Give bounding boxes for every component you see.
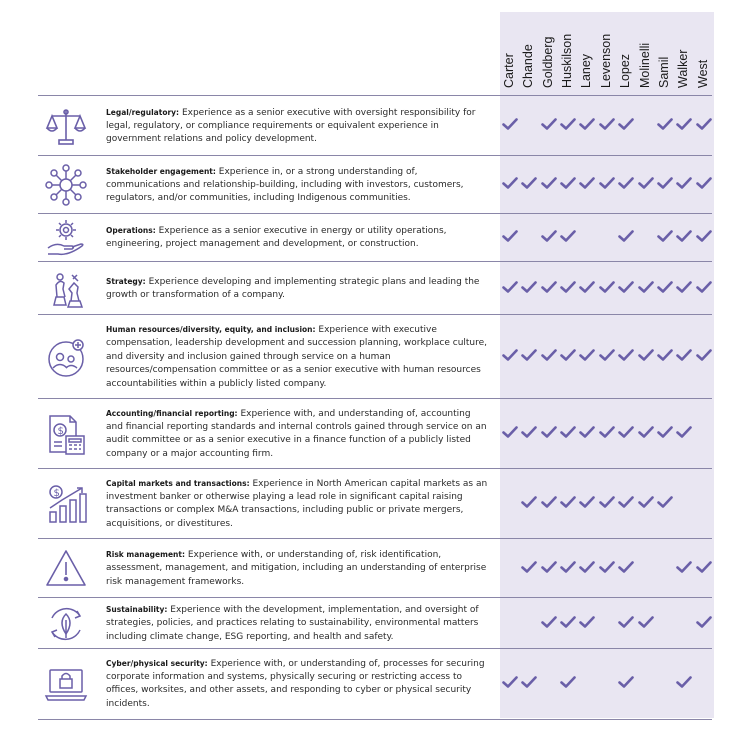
check-mark	[597, 177, 617, 191]
skill-row	[38, 213, 712, 262]
director-name: Chande	[521, 44, 535, 88]
check-mark	[616, 349, 636, 363]
check-mark	[577, 426, 597, 440]
check-mark	[616, 177, 636, 191]
check-mark	[597, 496, 617, 510]
check-mark	[674, 177, 694, 191]
check-mark	[674, 561, 694, 575]
calculator-icon	[44, 412, 92, 456]
skill-text: Experience in North American capital markets as an investment banker or otherwise playing a lead role in significant capital raising transactions or complex M&A transactions, including public or private mergers, acquisitions, or divestitures.	[106, 478, 488, 529]
bar-chart-icon	[44, 482, 92, 526]
check-mark	[674, 281, 694, 295]
check-mark	[597, 561, 617, 575]
check-mark	[558, 426, 578, 440]
check-mark	[577, 281, 597, 295]
check-mark	[519, 281, 539, 295]
skill-description	[106, 106, 488, 147]
skill-title: Cyber/physical security:	[106, 658, 208, 668]
check-mark	[674, 676, 694, 690]
skill-text: Experience with, and understanding of, accounting and financial reporting standards and internal controls gained through service on an audit committee or as a senior executive in a finance function of a publicly listed company or a major accounting firm.	[106, 408, 487, 459]
skill-text: Experience in, or a strong understanding of, communications and relationship-building, including with investors, customers, regulators, and/or communities, including Indigenous communities.	[106, 166, 464, 204]
check-mark	[539, 349, 559, 363]
check-mark	[519, 561, 539, 575]
director-name: Samil	[657, 56, 671, 88]
check-mark	[558, 496, 578, 510]
skill-text: Experience developing and implementing strategic plans and leading the growth or transformation of a company.	[106, 276, 480, 300]
director-name: Laney	[579, 53, 593, 88]
check-mark	[616, 230, 636, 244]
check-mark	[597, 281, 617, 295]
check-mark	[500, 349, 520, 363]
director-header	[558, 12, 578, 92]
check-mark	[539, 118, 559, 132]
director-header	[694, 12, 714, 92]
check-mark	[694, 616, 714, 630]
check-mark	[558, 616, 578, 630]
check-mark	[616, 118, 636, 132]
check-mark	[519, 349, 539, 363]
check-mark	[636, 177, 656, 191]
laptop-lock-icon	[44, 662, 92, 706]
check-mark	[577, 118, 597, 132]
check-mark	[616, 496, 636, 510]
check-mark	[636, 496, 656, 510]
skill-text: Experience with the development, implementation, and oversight of strategies, policies, and practices relating to sustainability, environmental matters including climate change, ESG reporting, and health and safety.	[106, 605, 479, 642]
check-mark	[655, 281, 675, 295]
check-mark	[519, 426, 539, 440]
director-name: Lopez	[618, 53, 632, 88]
warning-icon	[44, 547, 92, 591]
check-mark	[558, 118, 578, 132]
check-mark	[539, 177, 559, 191]
check-mark	[558, 230, 578, 244]
check-mark	[694, 281, 714, 295]
check-mark	[558, 676, 578, 690]
check-mark	[539, 281, 559, 295]
people-icon	[44, 335, 92, 379]
director-header	[674, 12, 694, 92]
check-mark	[577, 177, 597, 191]
check-mark	[636, 426, 656, 440]
skill-title: Legal/regulatory:	[106, 107, 180, 117]
skill-row	[38, 597, 712, 649]
skill-text: Experience as a senior executive in energy or utility operations, engineering, project management and development, or construction.	[106, 226, 447, 250]
check-mark	[500, 118, 520, 132]
check-mark	[577, 561, 597, 575]
skill-text: Experience with executive compensation, leadership development and succession planning, workplace culture, and diversity and inclusion gained through service on a human resources/compensation committee or as a senior executive with human resources accountabilities within a publicly listed company.	[106, 325, 488, 389]
director-header	[539, 12, 559, 92]
skill-text: Experience with, or understanding of, risk identification, assessment, management, and mitigation, including an understanding of enterprise risk management frameworks.	[106, 550, 487, 587]
director-header	[577, 12, 597, 92]
check-mark	[694, 177, 714, 191]
svg-text:$: $	[53, 488, 60, 499]
check-mark	[577, 349, 597, 363]
check-mark	[674, 349, 694, 363]
check-mark	[577, 496, 597, 510]
skill-description	[106, 165, 488, 206]
director-header	[597, 12, 617, 92]
check-mark	[655, 426, 675, 440]
skill-title: Accounting/financial reporting:	[106, 408, 238, 418]
check-mark	[694, 118, 714, 132]
skill-description	[106, 603, 488, 644]
check-mark	[616, 426, 636, 440]
check-mark	[694, 230, 714, 244]
director-header	[616, 12, 636, 92]
check-mark	[558, 281, 578, 295]
skill-description	[106, 657, 488, 712]
check-mark	[674, 426, 694, 440]
check-mark	[597, 426, 617, 440]
skill-description	[106, 548, 488, 589]
check-mark	[655, 118, 675, 132]
skill-title: Capital markets and transactions:	[106, 478, 250, 488]
check-mark	[674, 230, 694, 244]
gear-hand-icon	[44, 216, 92, 260]
check-mark	[616, 616, 636, 630]
check-mark	[519, 496, 539, 510]
check-mark	[577, 616, 597, 630]
director-name: Walker	[676, 49, 690, 88]
check-mark	[539, 496, 559, 510]
check-mark	[616, 281, 636, 295]
check-mark	[539, 616, 559, 630]
skill-title: Stakeholder engagement:	[106, 166, 216, 176]
check-mark	[500, 177, 520, 191]
check-mark	[500, 281, 520, 295]
check-mark	[500, 426, 520, 440]
director-name: Molinelli	[638, 42, 652, 88]
director-name: Carter	[502, 53, 516, 88]
check-mark	[674, 118, 694, 132]
check-mark	[655, 496, 675, 510]
director-name: West	[696, 59, 710, 88]
leaf-cycle-icon	[44, 602, 92, 646]
skill-description	[106, 407, 488, 462]
check-mark	[597, 349, 617, 363]
check-mark	[539, 230, 559, 244]
check-mark	[616, 676, 636, 690]
skill-description	[106, 224, 488, 252]
director-name: Levenson	[599, 33, 613, 88]
chess-icon	[44, 267, 92, 311]
director-header	[636, 12, 656, 92]
skill-text: Experience with, or understanding of, processes for securing corporate information and systems, physically securing or restricting access to offices, worksites, and other assets, and responding to cyber or physical security incidents.	[106, 658, 485, 709]
check-mark	[694, 349, 714, 363]
check-mark	[694, 561, 714, 575]
director-header	[655, 12, 675, 92]
scales-icon	[44, 104, 92, 148]
check-mark	[655, 230, 675, 244]
skill-title: Human resources/diversity, equity, and inclusion:	[106, 325, 316, 334]
check-mark	[636, 616, 656, 630]
check-mark	[636, 281, 656, 295]
check-mark	[500, 676, 520, 690]
check-mark	[655, 349, 675, 363]
check-mark	[519, 177, 539, 191]
skill-title: Sustainability:	[106, 605, 168, 614]
skill-description	[106, 477, 488, 532]
check-mark	[655, 177, 675, 191]
director-header	[519, 12, 539, 92]
director-header	[500, 12, 520, 92]
check-mark	[519, 676, 539, 690]
check-mark	[558, 349, 578, 363]
director-name: Goldberg	[541, 36, 555, 88]
check-mark	[500, 230, 520, 244]
director-name: Huskilson	[560, 33, 574, 88]
skill-title: Strategy:	[106, 276, 146, 286]
check-mark	[597, 118, 617, 132]
skill-title: Operations:	[106, 226, 156, 235]
check-mark	[558, 177, 578, 191]
skill-title: Risk management:	[106, 550, 185, 559]
skill-description	[106, 275, 488, 303]
check-mark	[539, 561, 559, 575]
skill-description	[106, 323, 488, 391]
check-mark	[616, 561, 636, 575]
skill-row	[38, 648, 712, 720]
check-mark	[539, 426, 559, 440]
svg-text:$: $	[57, 426, 64, 437]
network-icon	[44, 163, 92, 207]
check-mark	[636, 349, 656, 363]
check-mark	[558, 561, 578, 575]
skill-text: Experience as a senior executive with oversight responsibility for legal, regulatory, or compliance requirements or equivalent experience in government relations and policy development.	[106, 107, 476, 145]
